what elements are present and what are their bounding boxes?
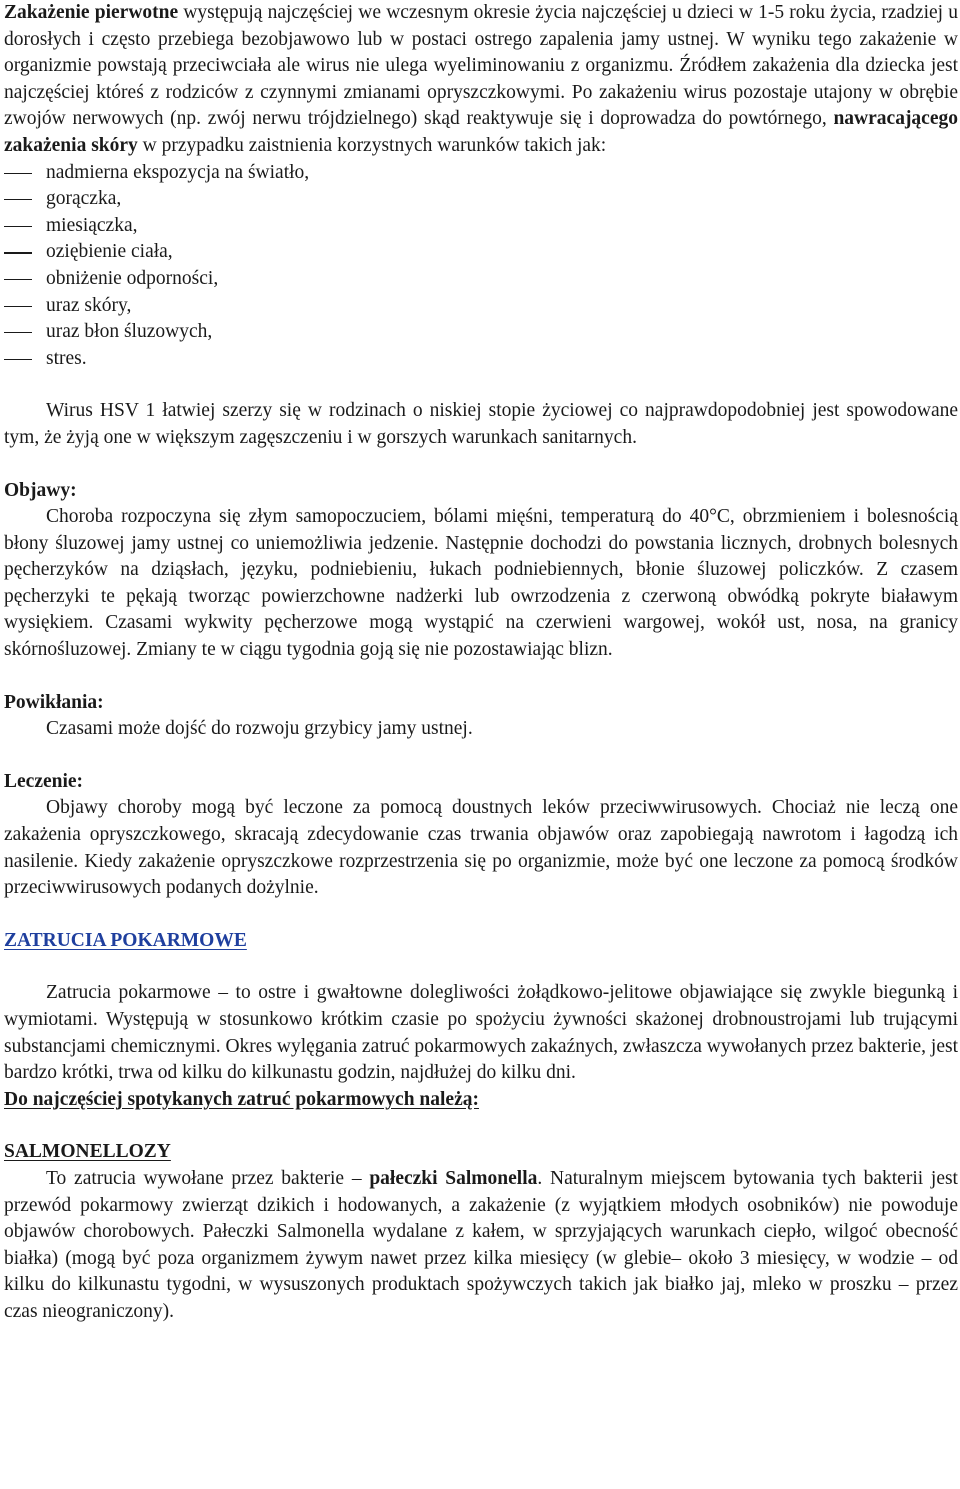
- objawy-text: Choroba rozpoczyna się złym samopoczuciem, bólami mięśni, temperaturą do 40°C, obrzmieniem i bolesnością błony śluzowej jamy ustnej co uniemożliwia jedzenie. Następnie dochodzi do powstania licznych, drobnych bolesnych pęcherzyków na dziąsłach, języku, podniebieniu, łukach podniebiennych, błonie śluzowej policzków. Z czasem pęcherzyki te pękają tworząc powierzchowne nadżerki lub owrzodzenia z czerwoną obwódką pokryte białawym wysiękiem. Czasami wykwity pęcherzowe mogą wystąpić na czerwieni wargowej, wokół ust, nosa, na granicy skórnośluzowej. Zmiany te w ciągu tygodnia goją się nie pozostawiając blizn.: [4, 506, 958, 661]
- salmonellozy-text-2: . Naturalnym miejscem bytowania tych bakterii jest przewód pokarmowy zwierząt dzikich i hodowanych, a zakażenie (z wyjątkiem młodych osobników) nie powoduje objawów chorobowych. Pałeczki Salmonella wydalane z kałem, w sprzyjających warunkach ciepło, wilgoć obecność białka) (mogą być poza organizmem żywym nawet przez kilka miesięcy (w glebie– około 3 miesięcy, w wodzie – od kilku do kilkunastu tygodni, w wysuszonych produktach spożywczych takich jak białko jaj, mleko w proszku – przez czas nieograniczony).: [4, 1167, 958, 1322]
- intro-lead-bold: Zakażenie pierwotne: [4, 2, 179, 23]
- salmonellozy-text: [4, 1166, 958, 1326]
- zatrucia-subheading: Do najczęściej spotykanych zatruć pokarmowych należą:: [4, 1088, 479, 1110]
- list-item: [4, 319, 958, 346]
- intro-text-1: występują najczęściej we wczesnym okresie życia najczęściej u dzieci w 1-5 roku życia, rzadziej u dorosłych i często przebiega bezobjawowo lub w postaci ostrego zapalenia jamy ustnej. W wyniku tego zakażenie w organizmie powstają przeciwciała ale wirus nie ulega wyeliminowaniu z organizmu. Źródłem zakażenia dla dziecka jest najczęściej któreś z rodziców z czynnymi zmianami opryszczkowymi. Po zakażeniu wirus pozostaje utajony w obrębie zwojów nerwowych (np. zwój nerwu trójdzielnego) skąd reaktywuje się i doprowadza do powtórnego,: [4, 2, 958, 130]
- list-item: [4, 213, 958, 240]
- salmonellozy-heading-line: [4, 1139, 958, 1166]
- zatrucia-heading-line: [4, 928, 958, 955]
- zatrucia-subheading-line: [4, 1087, 958, 1114]
- list-item: [4, 293, 958, 320]
- list-item-text: obniżenie odporności,: [46, 267, 219, 289]
- intro-bold-2: nawracającego zakażenia skóry: [4, 108, 958, 156]
- intro-text-2: w przypadku zaistnienia korzystnych warunków takich jak:: [137, 134, 607, 156]
- list-item-text: miesiączka,: [46, 214, 138, 236]
- conditions-list: [4, 160, 958, 373]
- list-item: [4, 266, 958, 293]
- list-item: [4, 186, 958, 213]
- list-item: [4, 346, 958, 373]
- zatrucia-text: Zatrucia pokarmowe – to ostre i gwałtowne dolegliwości żołądkowo-jelitowe objawiające się zwykle biegunką i wymiotami. Występują w stosunkowo krótkim czasie po spożyciu żywności skażonej drobnoustrojami lub trującymi substancjami chemicznymi. Okres wylęgania zatruć pokarmowych zakaźnych, zwłaszcza wywołanych przez bakterie, jest bardzo krótki, trwa od kilku do kilkunastu godzin, najdłużej do kilku dni.: [4, 982, 959, 1084]
- salmonellozy-heading: SALMONELLOZY: [4, 1141, 171, 1163]
- zatrucia-heading-link[interactable]: ZATRUCIA POKARMOWE: [4, 929, 247, 951]
- spacer: [4, 452, 958, 478]
- intro-paragraph: [4, 0, 958, 160]
- salmonellozy-text-1: To zatrucia wywołane przez bakterie –: [46, 1167, 370, 1189]
- list-item-text: uraz skóry,: [46, 294, 132, 316]
- list-item: [4, 239, 958, 266]
- leczenie-text: Objawy choroby mogą być leczone za pomocą doustnych leków przeciwwirusowych. Chociaż nie leczą one zakażenia opryszczkowego, skracają zdecydowanie czas trwania objawów oraz zapobiegają nawrotom i łagodzą ich nasilenie. Kiedy zakażenie opryszczkowe rozprzestrzenia się po organizmie, może być one leczone za pomocą środków przeciwwirusowych podanych dożylnie.: [4, 797, 958, 899]
- leczenie-heading: Leczenie:: [4, 770, 84, 792]
- spacer: [4, 1113, 958, 1139]
- powiklania-text: Czasami może dojść do rozwoju grzybicy jamy ustnej.: [46, 718, 473, 740]
- list-item-text: oziębienie ciała,: [46, 241, 173, 263]
- spacer: [4, 743, 958, 769]
- spacer: [4, 372, 958, 398]
- list-item-text: nadmierna ekspozycja na światło,: [46, 161, 310, 183]
- list-item-text: gorączka,: [46, 188, 122, 210]
- spacer: [4, 664, 958, 690]
- spacer: [4, 902, 958, 928]
- salmonellozy-bold: pałeczki Salmonella: [369, 1167, 538, 1189]
- objawy-heading: Objawy:: [4, 479, 77, 501]
- list-item-text: uraz błon śluzowych,: [46, 321, 213, 343]
- hsv-paragraph: Wirus HSV 1 łatwiej szerzy się w rodzinach o niskiej stopie życiowej co najprawdopodobniej jest spowodowane tym, że żyją one w większym zagęszczeniu i w gorszych warunkach sanitarnych.: [4, 400, 958, 448]
- powiklania-heading: Powikłania:: [4, 691, 104, 713]
- list-item: [4, 160, 958, 187]
- list-item-text: stres.: [46, 347, 87, 369]
- spacer: [4, 954, 958, 980]
